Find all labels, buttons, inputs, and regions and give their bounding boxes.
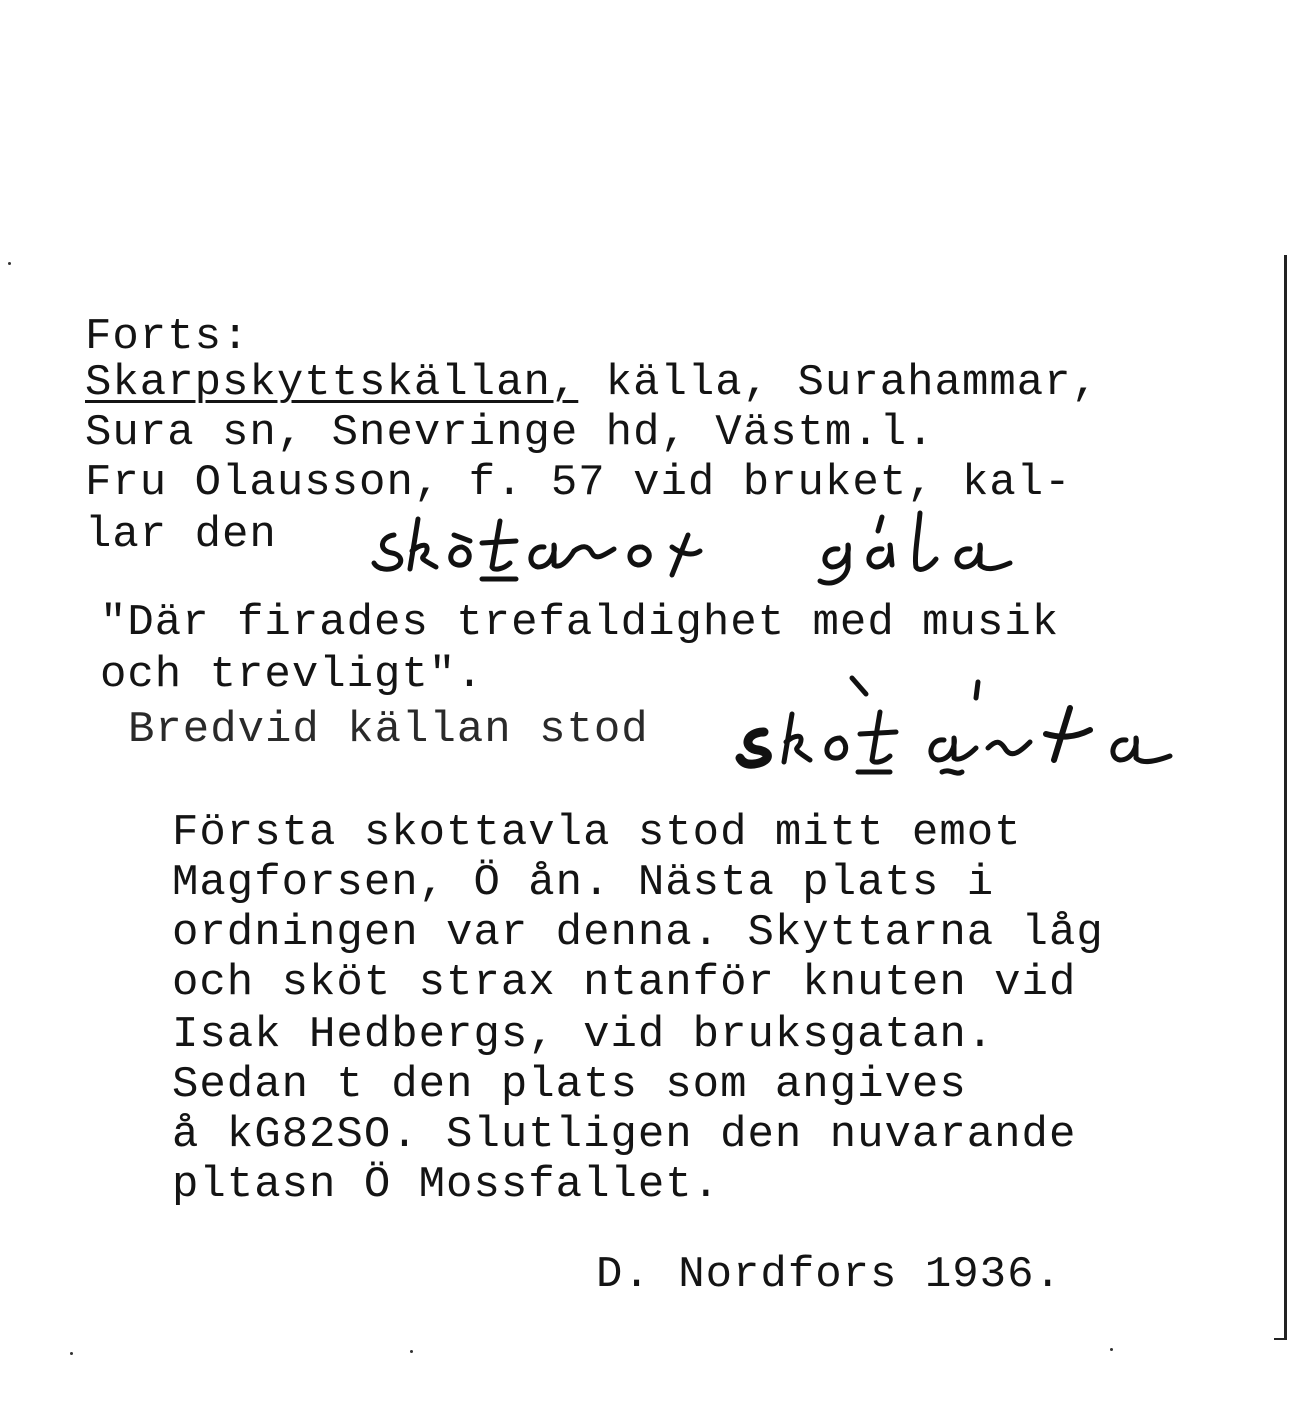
entry-line-3: Fru Olausson, f. 57 vid bruket, kal- (85, 458, 1072, 508)
body-line-2: Magforsen, Ö ån. Nästa plats i (172, 858, 995, 908)
body-line-5: Isak Hedbergs, vid bruksgatan. (172, 1010, 995, 1060)
speck (1110, 1348, 1113, 1351)
card-edge-line (1284, 255, 1287, 1340)
body-line-4: och sköt strax ntanför knuten vid (172, 958, 1077, 1008)
entry-line-2: Sura sn, Snevringe hd, Västm.l. (85, 408, 935, 458)
handwritten-dialect-word-1 (370, 495, 1030, 590)
signature-line: D. Nordfors 1936. (596, 1250, 1062, 1300)
body-line-7: å kG82SO. Slutligen den nuvarande (172, 1110, 1077, 1160)
speck (8, 262, 11, 265)
entry-line-1 (85, 358, 1099, 408)
body-line-3: ordningen var denna. Skyttarna låg (172, 908, 1104, 958)
entry-line-4: lar den (85, 510, 277, 560)
body-line-6: Sedan t den plats som angives (172, 1060, 967, 1110)
card-edge-tick (1274, 1338, 1286, 1340)
bredvid-line: Bredvid källan stod (128, 705, 649, 755)
speck (70, 1352, 73, 1355)
speck (410, 1350, 413, 1353)
body-line-8: pltasn Ö Mossfallet. (172, 1160, 721, 1210)
card-heading: Forts: (85, 312, 250, 362)
quote-line-2: och trevligt". (100, 650, 484, 700)
entry-line-1-rest: källa, Surahammar, (578, 358, 1099, 408)
quote-line-1: "Där firades trefaldighet med musik (100, 598, 1060, 648)
handwritten-dialect-word-2 (730, 668, 1180, 793)
place-name: Skarpskyttskällan, (85, 358, 579, 408)
body-line-1: Första skottavla stod mitt emot (172, 808, 1022, 858)
